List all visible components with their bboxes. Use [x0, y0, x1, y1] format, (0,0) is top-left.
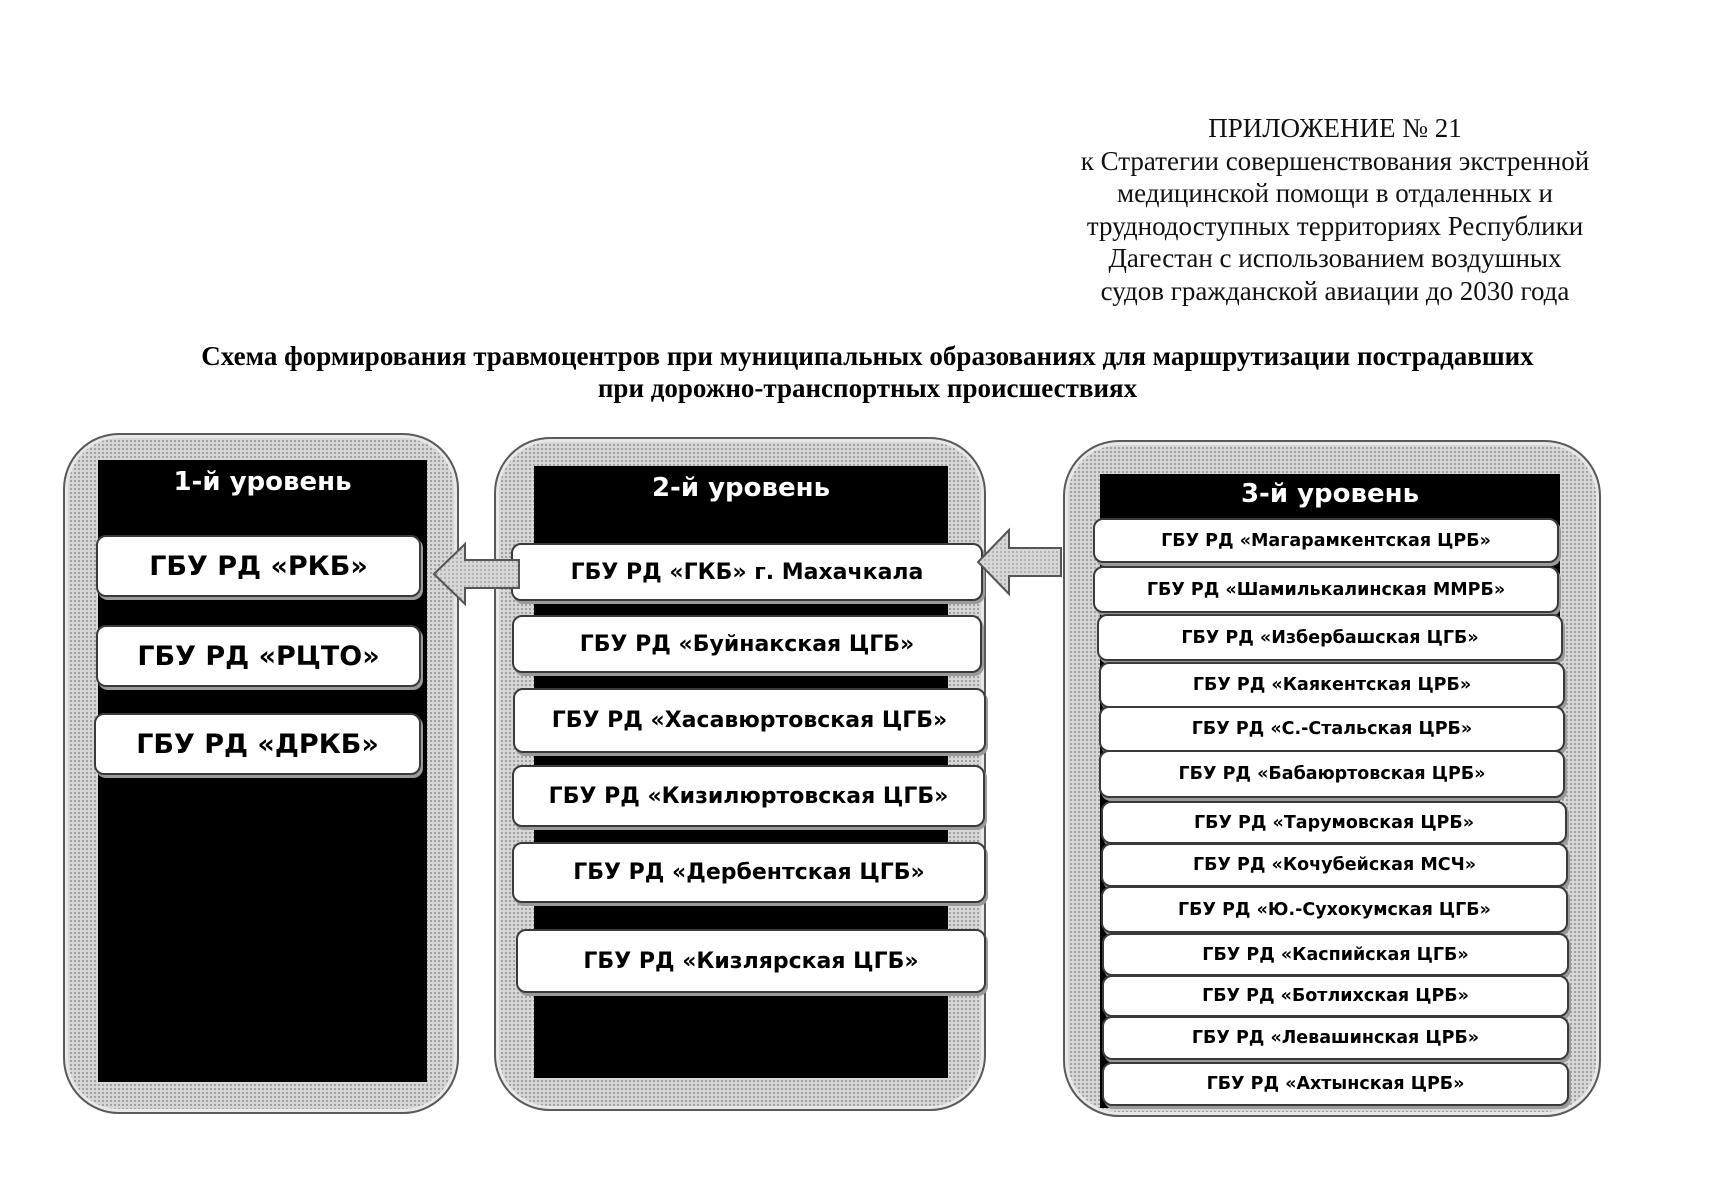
appendix-line: труднодоступных территориях Республики [1086, 210, 1584, 241]
level-2-item: ГБУ РД «Буйнакская ЦГБ» [512, 615, 982, 673]
level-3-item: ГБУ РД «Левашинская ЦРБ» [1102, 1016, 1569, 1060]
level-3-item: ГБУ РД «Кочубейская МСЧ» [1101, 843, 1568, 887]
arrow-left-icon [975, 526, 1063, 598]
scheme-title [90, 340, 1645, 404]
level-1-item: ГБУ РД «ДРКБ» [94, 713, 421, 775]
appendix-line: медицинской помощи в отдаленных и [1117, 178, 1553, 209]
level-3-item: ГБУ РД «Магарамкентская ЦРБ» [1093, 518, 1559, 563]
level-2-item: ГБУ РД «ГКБ» г. Махачкала [511, 543, 983, 601]
level-3-title: 3-й уровень [1240, 479, 1420, 509]
level-3-item: ГБУ РД «Ахтынская ЦРБ» [1102, 1062, 1569, 1106]
level-3-item: ГБУ РД «Ю.-Сухокумская ЦГБ» [1101, 886, 1568, 933]
level-3-item: ГБУ РД «Ботлихская ЦРБ» [1102, 975, 1569, 1017]
level-1-title: 1-й уровень [173, 467, 352, 497]
appendix-header [1035, 112, 1635, 308]
scheme-title-line: Схема формирования травмоцентров при муниципальных образованиях для маршрутизации пострадавших [201, 341, 1534, 371]
level-3-item: ГБУ РД «С.-Стальская ЦРБ» [1099, 706, 1565, 752]
level-2-item: ГБУ РД «Хасавюртовская ЦГБ» [513, 688, 986, 753]
level-3-item: ГБУ РД «Каякентская ЦРБ» [1099, 662, 1565, 708]
level-3-item: ГБУ РД «Избербашская ЦГБ» [1097, 614, 1563, 661]
level-2-item: ГБУ РД «Кизилюртовская ЦГБ» [512, 765, 985, 827]
level-2-item: ГБУ РД «Дербентская ЦГБ» [512, 842, 986, 903]
level-2-item: ГБУ РД «Кизлярская ЦГБ» [516, 929, 986, 993]
level-1-item: ГБУ РД «РКБ» [96, 535, 421, 597]
level-2-title: 2-й уровень [651, 473, 831, 503]
level-3-item: ГБУ РД «Шамилькалинская ММРБ» [1093, 566, 1559, 613]
level-1-item: ГБУ РД «РЦТО» [96, 625, 421, 687]
arrow-left-icon [431, 540, 521, 608]
appendix-line: ПРИЛОЖЕНИЕ № 21 [1208, 113, 1462, 143]
appendix-line: судов гражданской авиации до 2030 года [1100, 275, 1570, 306]
appendix-line: Дагестан с использованием воздушных [1108, 243, 1562, 274]
level-3-item: ГБУ РД «Каспийская ЦГБ» [1102, 933, 1569, 976]
level-3-item: ГБУ РД «Бабаюртовская ЦРБ» [1099, 750, 1565, 798]
scheme-title-line: при дорожно-транспортных происшествиях [597, 373, 1138, 403]
level-3-item: ГБУ РД «Тарумовская ЦРБ» [1101, 801, 1567, 844]
appendix-line: к Стратегии совершенствования экстренной [1080, 145, 1590, 176]
